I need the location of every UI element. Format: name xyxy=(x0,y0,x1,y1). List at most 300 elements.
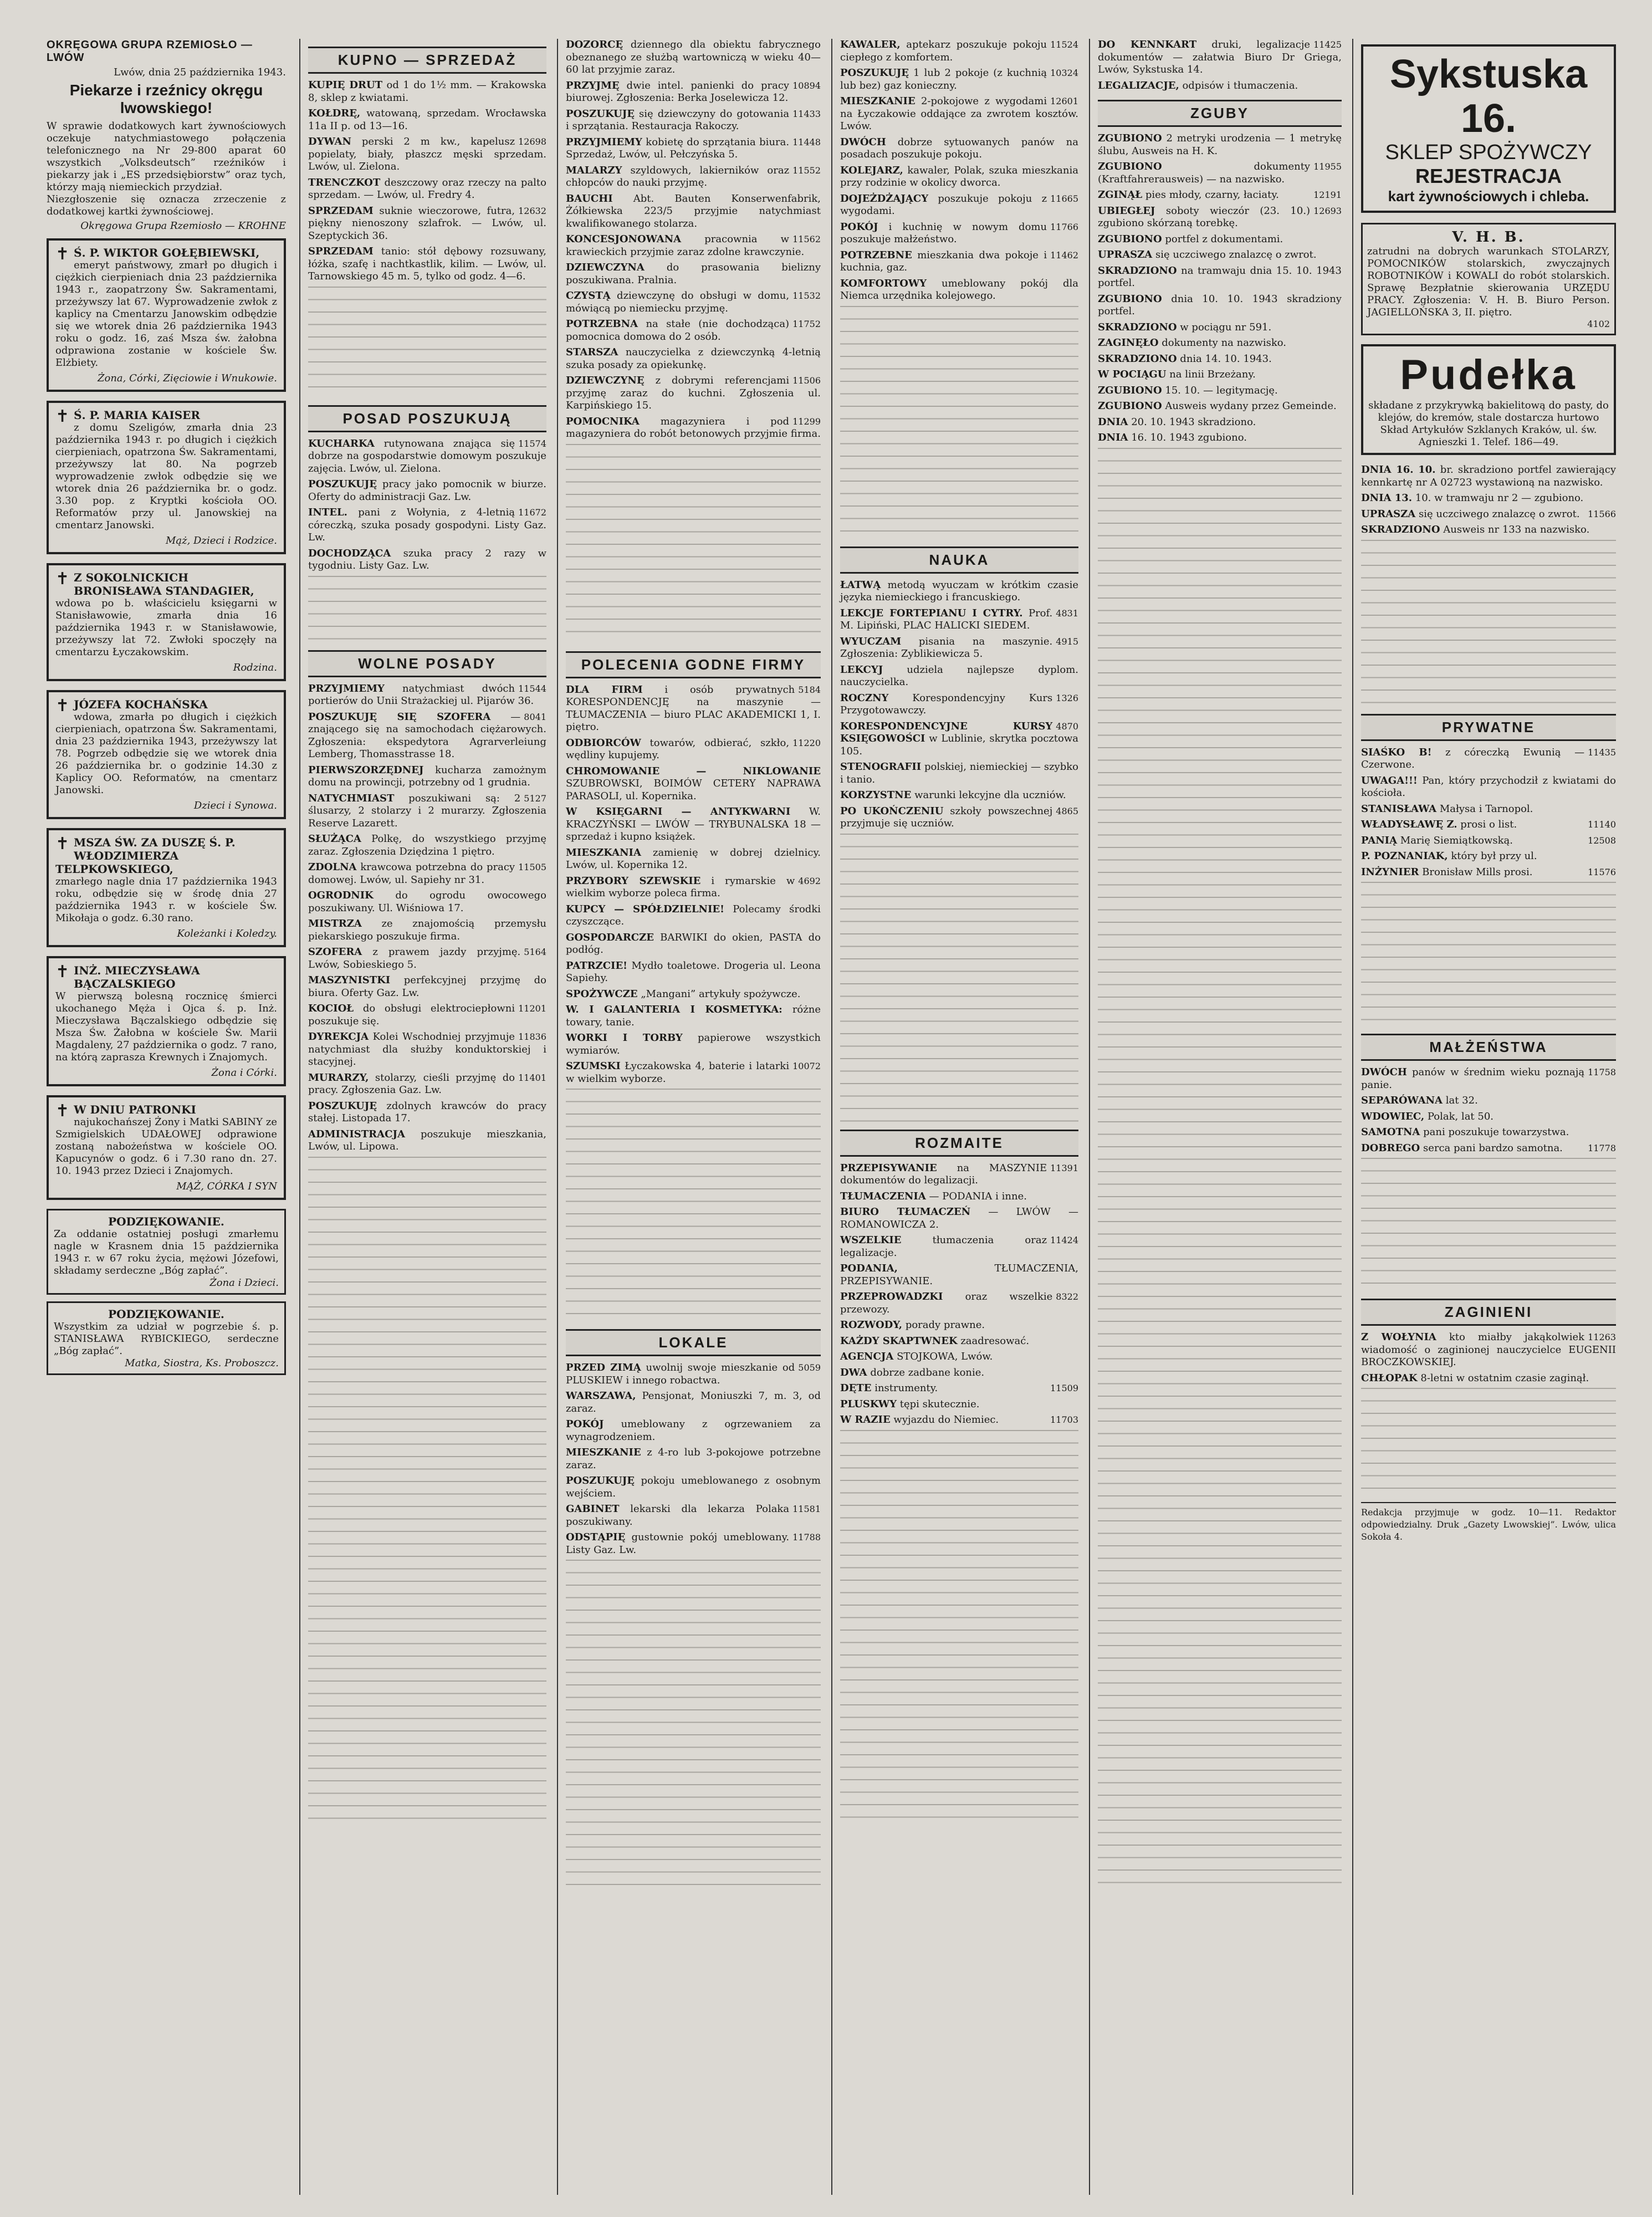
classified-ad xyxy=(840,1263,1078,1288)
ad-lead: TŁUMACZENIA xyxy=(840,1190,926,1202)
ad-list xyxy=(1098,39,1342,92)
ad-text: Polak, lat 50. xyxy=(1427,1110,1494,1122)
ad-text: rutynowana znająca się dobrze na gospodarstwie domowym poszukuje zajęcia. Lwów, ul. Zielona. xyxy=(308,437,546,474)
ad-lead: SAMOTNA xyxy=(1361,1126,1420,1138)
ad-text: 2 metryki urodzenia — 1 metrykę ślubu, Ausweis na H. K. xyxy=(1098,132,1342,157)
section-header-kupno: KUPNO — SPRZEDAŻ xyxy=(308,47,546,74)
ad-lead: POSZUKUJĘ xyxy=(566,108,635,120)
classified-ad xyxy=(840,664,1078,689)
classified-ad xyxy=(1361,866,1616,879)
obituary-body: wdowa po b. właścicielu księgarni w Stanisławowie, zmarła dnia 16 października 1943 r. w Stanisławowie, przeżywszy lat 72. Zwłoki spoczęły na cmentarzu Łyczakowskim. xyxy=(55,597,277,658)
ad-number: 11506 xyxy=(792,375,821,386)
ad-lead: KOCIOŁ xyxy=(308,1003,354,1014)
classified-ad xyxy=(566,416,821,441)
classified-ad xyxy=(840,39,1078,64)
ad-number: 12632 xyxy=(518,205,546,216)
ad-lead: INŻYNIER xyxy=(1361,866,1419,878)
ad-lead: DYREKCJA xyxy=(308,1031,369,1043)
ad-text: Polecamy środki czyszczące. xyxy=(566,903,821,927)
ad-lead: W. I GALANTERIA I KOSMETYKA: xyxy=(566,1004,782,1015)
ad-list xyxy=(566,684,821,1086)
ad-text: br. skradziono portfel zawierający kennkartę nr A 02723 wystawioną na nazwisko. xyxy=(1361,464,1616,488)
classified-ad xyxy=(840,721,1078,758)
ad-lead: DOJEŻDŻAJĄCY xyxy=(840,192,929,205)
classified-ad xyxy=(840,1291,1078,1316)
ad-text: Łyczakowska 4, baterie i latarki w wielkim wyborze. xyxy=(566,1060,790,1085)
ad-lead: POKÓJ xyxy=(566,1418,604,1430)
obituary-sign: Żona i Córki. xyxy=(211,1067,277,1079)
ad-text: Abt. Bauten Konserwenfabrik, Żółkiewska 223/5 przyjmie natychmiast kwalifikowanego stolarza. xyxy=(566,192,821,229)
ad-lead: POSZUKUJĘ xyxy=(840,67,909,79)
classified-ad xyxy=(308,764,546,789)
ad-number: 11263 xyxy=(1588,1332,1616,1342)
classified-ad xyxy=(840,1335,1078,1348)
ad-text: Bronisław Mills prosi. xyxy=(1422,866,1533,878)
ad-text: umeblowany z ogrzewaniem za wynagrodzeniem. xyxy=(566,1418,821,1443)
classified-ad xyxy=(566,136,821,161)
ad-lead: WYUCZAM xyxy=(840,635,902,647)
ad-text: lat 32. xyxy=(1445,1095,1478,1106)
ad-text: towarów, odbierać, szkło, wędliny kupujemy. xyxy=(566,737,790,761)
ad-lead: KUCHARKA xyxy=(308,437,375,449)
cross-icon: ✝ xyxy=(55,1101,70,1121)
ad-text: TŁUMACZENIA, PRZEPISYWANIE. xyxy=(840,1263,1078,1287)
notice-body: W sprawie dodatkowych kart żywnościowych oczekuje natychmiastowego połączenia telefonicznego na Nr 29-800 aparat 60 wszystkich „Volksdeutsch” rzeźników i piekarzy jak i „ES przedsiębiorstw” oraz tych, którzy mają niemieckich przydział. xyxy=(47,120,286,193)
ad-lead: BAUCHI xyxy=(566,192,613,205)
cross-icon: ✝ xyxy=(55,834,70,854)
org-header: OKRĘGOWA GRUPA RZEMIOSŁO — LWÓW xyxy=(47,39,253,64)
ad-text: — PODANIA i inne. xyxy=(929,1190,1027,1202)
classified-ad xyxy=(840,136,1078,161)
ad-lead: DOBREGO xyxy=(1361,1142,1420,1154)
classified-ad xyxy=(566,1503,821,1528)
ad-lead: PO UKOŃCZENIU xyxy=(840,805,944,817)
ad-lead: STENOGRAFII xyxy=(840,761,922,773)
classified-ad xyxy=(566,988,821,1001)
ad-text: warunki lekcyjne dla uczniów. xyxy=(914,789,1066,801)
obituary xyxy=(47,690,286,819)
ad-number: 11766 xyxy=(1050,221,1078,232)
ad-lead: ZGUBIONO xyxy=(1098,132,1162,144)
classified-ad xyxy=(840,1191,1078,1203)
ad-number: 4831 xyxy=(1056,607,1078,619)
ad-lead: MISTRZA xyxy=(308,918,362,929)
ad-text: dokumenty (Kraftfahrerausweis) — na nazwisko. xyxy=(1098,161,1311,185)
classified-ad xyxy=(308,246,546,283)
ad-text: który był przy ul. xyxy=(1451,850,1537,862)
classified-ad xyxy=(308,833,546,858)
ad-text: natychmiast dwóch portierów do Unii Strażackiej ul. Pijarów 36. xyxy=(308,682,534,707)
ad-text: tanio: stół dębowy rozsuwany, łóżka, szafę i nachtkastlik, kilim. — Lwów, ul. Tarnowskiego 45 m. 5, tylko od godz. 4—6. xyxy=(308,246,546,282)
ad-number: 11703 xyxy=(1050,1414,1078,1425)
ad-lead: SZUMSKI xyxy=(566,1060,621,1072)
pudelka-body: składane z przykrywką bakielitową do pasty, do klejów, do kremów, stale dostarcza hurtowo Skład Artykułów Szklanych Kraków, ul. św. Agnieszki 1. Telef. 186—49. xyxy=(1368,400,1609,448)
classified-ad xyxy=(840,761,1078,786)
classified-ad xyxy=(566,318,821,343)
ad-lead: TRENCZKOT xyxy=(308,176,381,188)
ad-list xyxy=(1098,132,1342,445)
ad-text: porady prawne. xyxy=(905,1319,985,1331)
ad-text: odpisów i tłumaczenia. xyxy=(1182,79,1298,91)
ad-lead: POSZUKUJĘ SIĘ SZOFERA xyxy=(308,711,491,723)
obituary-body: W pierwszą bolesną rocznicę śmierci ukochanego Męża i Ojca ś. p. Inż. Mieczysława Bączalskiego odbędzie się Msza Św. Żałobna w kościele Św. Marii Magdaleny, 27 października o godz. 7 rano, na którą zaprasza Krewnych i Znajomych. xyxy=(55,990,277,1063)
ad-text: STOJKOWA, Lwów. xyxy=(897,1351,993,1362)
classified-ad xyxy=(1098,400,1342,413)
ad-text: pracownia w krawieckich przyjmie zaraz zdolne krawczynie. xyxy=(566,233,805,258)
classified-ad xyxy=(308,683,546,708)
obituary-sign: Mąż, Dzieci i Rodzice. xyxy=(165,535,277,546)
classified-ad xyxy=(308,177,546,202)
ad-lead: PRZYJMIEMY xyxy=(566,136,642,148)
classified-ad xyxy=(1361,524,1616,537)
ad-lead: KORZYSTNE xyxy=(840,789,912,801)
ad-lead: DO KENNKART xyxy=(1098,39,1197,50)
classified-ad xyxy=(840,95,1078,133)
classified-ad xyxy=(840,1319,1078,1332)
ad-text: z dobrymi referencjami przyjmę zaraz do kuchni. Zgłoszenia ul. Karpińskiego 15. xyxy=(566,375,821,411)
classified-ad xyxy=(840,249,1078,274)
classified-ad xyxy=(1098,416,1342,429)
ad-number: 12191 xyxy=(1313,190,1342,200)
ad-lead: ROZWODY, xyxy=(840,1319,903,1331)
classified-ad xyxy=(566,1447,821,1472)
text-filler xyxy=(308,1157,546,1822)
section-header-zaginieni: ZAGINIENI xyxy=(1361,1299,1616,1326)
ad-lead: PATRZCIE! xyxy=(566,959,628,972)
ad-number: 11532 xyxy=(792,290,821,301)
vhb-body: zatrudni na dobrych warunkach STOLARZY, POMOCNIKÓW stolarskich, zwyczajnych ROBOTNIKÓW i KOWALI do robót stolarskich. Sprawę Bezpłatnie skierowania URZĘDU PRACY. Zgłoszenia: V. H. B. Biuro Person. JAGIELLOŃSKA 3, II. piętro. xyxy=(1367,246,1610,318)
text-filler xyxy=(840,1430,1078,1818)
classified-ad xyxy=(566,1060,821,1085)
obituary-sign: MĄŻ, CÓRKA I SYN xyxy=(176,1181,277,1192)
ad-number: 11433 xyxy=(792,108,821,119)
column-2 xyxy=(299,39,554,2195)
ad-text: dziennego dla obiektu fabrycznego obeznanego ze służbą wartowniczą w wieku 40—60 lat przyjmie zaraz. xyxy=(566,39,821,75)
classified-ad xyxy=(840,1398,1078,1411)
ad-list xyxy=(1361,464,1616,537)
ad-lead: DLA FIRM xyxy=(566,683,643,696)
ad-number: 11788 xyxy=(792,1532,821,1542)
ad-number: 4865 xyxy=(1056,805,1078,816)
obituary-name: Z SOKOLNICKICH BRONISŁAWA STANDAGIER, xyxy=(74,571,254,597)
ad-list xyxy=(1361,1331,1616,1385)
ad-text: pies młody, czarny, łaciaty. xyxy=(1145,189,1279,201)
ad-list xyxy=(308,683,546,1153)
ad-text: serca pani bardzo samotna. xyxy=(1423,1142,1563,1154)
classified-ad xyxy=(1098,265,1342,290)
classified-ad xyxy=(1361,1331,1616,1369)
ad-text: dnia 10. 10. 1943 skradziony portfel. xyxy=(1098,293,1342,317)
ad-text: i osób prywatnych KORESPONDENCJĘ na maszynie — TŁUMACZENIA — biuro PLAC AKADEMICKI 1, I. piętro. xyxy=(566,683,821,733)
classified-ad xyxy=(566,765,821,803)
classified-ad xyxy=(840,1234,1078,1259)
classified-ad xyxy=(308,1072,546,1097)
ad-lead: SZOFERA xyxy=(308,946,362,958)
ad-lead: WŁADYSŁAWĘ Z. xyxy=(1361,819,1457,830)
ad-lead: POTRZEBNE xyxy=(840,249,912,261)
ad-text: Pensjonat, Moniuszki 7, m. 3, od zaraz. xyxy=(566,1390,821,1414)
ad-lead: STANISŁAWA xyxy=(1361,803,1437,815)
ad-text: dobrze zadbane konie. xyxy=(870,1366,985,1378)
classified-ad xyxy=(840,278,1078,303)
ad-text: metodą wyuczam w krótkim czasie języka niemieckiego i francuskiego. xyxy=(840,579,1078,603)
ad-lead: LEKCYJ xyxy=(840,663,883,676)
obituary-name: Ś. P. MARIA KAISER xyxy=(74,408,201,422)
classified-ad xyxy=(1098,337,1342,350)
obituary-body: najukochańszej Żony i Matki SABINY ze Szmigielskich UDAŁOWEJ odprawione zostaną nabożeństwa w kościele OO. Kapucynów o godz. 6 i 7.30 rano dn. 27. 10. 1943 przez Dzieci i Znajomych. xyxy=(55,1116,277,1177)
ad-lead: ZGUBIONO xyxy=(1098,293,1162,305)
ad-text: tępi skutecznie. xyxy=(899,1398,980,1410)
ad-number: 11509 xyxy=(1050,1383,1078,1393)
ad-text: 20. 10. 1943 skradziono. xyxy=(1131,416,1256,428)
ad-text: dwie intel. panienki do pracy biurowej. Zgłoszenia: Berka Joselewicza 12. xyxy=(566,79,790,104)
ad-list xyxy=(308,79,546,283)
ad-lead: SIAŚKO B! xyxy=(1361,746,1432,758)
ad-number: 5127 xyxy=(524,793,546,804)
obituary-sign: Dzieci i Synowa. xyxy=(193,800,277,811)
obituary-body: zmarłego nagle dnia 17 października 1943 roku, odbędzie się w środę dnia 27 października 1943 r. w kościele Św. Mikołaja o godz. 6.30 rano. xyxy=(55,876,277,924)
ad-text: instrumenty. xyxy=(874,1382,938,1394)
ad-number: 11425 xyxy=(1313,39,1342,50)
ad-text: z prawem jazdy przyjmę. Lwów, Sobieskiego 5. xyxy=(308,946,521,970)
ad-lead: KUPIĘ DRUT xyxy=(308,79,383,91)
ad-text: Korespondencyjny Kurs Przygotowawczy. xyxy=(840,692,1053,716)
ad-lead: UWAGA!!! xyxy=(1361,774,1418,786)
text-filler xyxy=(308,576,546,642)
classified-ad xyxy=(1098,39,1342,76)
ad-text: Ausweis wydany przez Gemeinde. xyxy=(1165,400,1337,412)
obituary xyxy=(47,563,286,681)
ad-lead: DWA xyxy=(840,1366,867,1378)
ad-number: 4915 xyxy=(1056,636,1078,647)
ad-lead: PRZYJMĘ xyxy=(566,79,620,91)
ad-text: aptekarz poszukuje pokoju ciepłego z komfortem. xyxy=(840,39,1047,63)
ad-lead: PRZED ZIMĄ xyxy=(566,1362,641,1373)
ad-lead: ZAGINĘŁO xyxy=(1098,337,1159,349)
ad-lead: WORKI I TORBY xyxy=(566,1032,683,1044)
ad-text: do obsługi elektrociepłowni poszukuje się. xyxy=(308,1003,515,1027)
ad-lead: PRZYBORY SZEWSKIE xyxy=(566,875,701,887)
ad-lead: SKRADZIONO xyxy=(1361,524,1440,535)
ad-lead: MIESZKANIE xyxy=(840,95,915,107)
ad-text: — LWÓW — ROMANOWICZA 2. xyxy=(840,1206,1078,1230)
ad-lead: MIESZKANIE xyxy=(566,1447,641,1458)
classified-ad xyxy=(1361,508,1616,521)
ad-number: 12601 xyxy=(1050,96,1078,106)
classified-ad xyxy=(1361,1372,1616,1385)
classified-ad xyxy=(1098,321,1342,334)
ad-list xyxy=(840,579,1078,830)
ad-lead: ZGUBIONO xyxy=(1098,384,1162,396)
ad-text: perfekcyjnej przyjmę do biura. Oferty Gaz. Lw. xyxy=(308,974,546,999)
classified-ad xyxy=(566,1475,821,1500)
ad-text: lekarski dla lekarza Polaka poszukiwany. xyxy=(566,1503,790,1528)
ad-number: 11448 xyxy=(792,136,821,147)
classified-ad xyxy=(1361,850,1616,863)
ad-brand: Sykstuska 16. xyxy=(1389,52,1588,141)
ad-text: krawcowa potrzebna do pracy domowej. Lwów, ul. Sapiehy nr 31. xyxy=(308,861,515,886)
ad-lead: DOCHODZĄCA xyxy=(308,547,391,559)
thanks-body: Za oddanie ostatniej posługi zmarłemu nagle w Krasnem dnia 15 października 1943 r. w 67 roku życia, mężowi Józefowi, składamy serdeczne „Bóg zapłać”. xyxy=(54,1228,279,1276)
obituary-sign: Żona, Córki, Zięciowie i Wnukowie. xyxy=(97,372,277,384)
ad-list xyxy=(840,1162,1078,1427)
ad-lead: WDOWIEC, xyxy=(1361,1110,1425,1122)
ad-lead: PRZEPISYWANIE xyxy=(840,1162,937,1174)
ad-lead: SPRZEDAM xyxy=(308,205,374,217)
ad-text: Mydło toaletowe. Drogeria ul. Leona Sapiehy. xyxy=(566,959,821,984)
ad-text: uwolnij swoje mieszkanie od PLUSKIEW i innego robactwa. xyxy=(566,1362,795,1386)
ad-lead: ZGUBIONO xyxy=(1098,233,1162,245)
ad-text: dokumenty na nazwisko. xyxy=(1162,337,1286,349)
vhb-number: 4102 xyxy=(1587,319,1610,329)
sykstuska-ad xyxy=(1361,44,1616,213)
obituary xyxy=(47,828,286,947)
ad-lead: BIURO TŁUMACZEŃ xyxy=(840,1206,971,1218)
ad-lead: POSZUKUJĘ xyxy=(308,1100,377,1112)
notice-signature: Okręgowa Grupa Rzemiosło — KROHNE xyxy=(80,220,286,232)
ad-text: 10. w tramwaju nr 2 — zgubiono. xyxy=(1415,492,1584,504)
ad-text: oraz wszelkie przewozy. xyxy=(840,1291,1053,1315)
ad-lead: ŁATWĄ xyxy=(840,579,881,591)
ad-lead: KOMFORTOWY xyxy=(840,277,927,289)
ad-number: 11524 xyxy=(1050,39,1078,50)
ad-lead: DNIA xyxy=(1098,432,1128,443)
ad-lead: SŁUŻĄCA xyxy=(308,833,361,845)
classified-ad xyxy=(566,80,821,105)
ad-lead: DZIEWCZYNĘ xyxy=(566,375,645,386)
ad-lead: W RAZIE xyxy=(840,1414,891,1426)
ad-text: się uczciwego znalazcę o zwrot. xyxy=(1419,508,1580,520)
pudelka-ad xyxy=(1361,344,1616,455)
text-filler xyxy=(566,444,821,643)
text-filler xyxy=(1361,540,1616,706)
ad-text: kawaler, Polak, szuka mieszkania przy rodzinie w okolicy dworca. xyxy=(840,164,1078,188)
classified-ad xyxy=(566,875,821,900)
cross-icon: ✝ xyxy=(55,244,70,264)
obituary-name: W DNIU PATRONKI xyxy=(74,1103,196,1116)
ad-lead: UPRASZA xyxy=(1098,249,1153,260)
notice-note: Niezgłoszenie się oznacza zrzeczenie z dodatkowej kartki żywnościowej. xyxy=(47,193,286,217)
ad-lead: P. POZNANIAK, xyxy=(1361,850,1448,862)
classified-ad xyxy=(1361,819,1616,831)
ad-text: stolarzy, cieśli przyjmę do pracy. Zgłoszenia Gaz. Lw. xyxy=(308,1071,515,1096)
ad-text: gustownie pokój umeblowany. Listy Gaz. Lw. xyxy=(566,1531,790,1556)
ad-lead: KUPCY — SPÓŁDZIELNIE! xyxy=(566,903,724,915)
ad-lead: GABINET xyxy=(566,1503,620,1515)
ad-lead: AGENCJA xyxy=(840,1351,894,1362)
ad-number: 11836 xyxy=(518,1031,546,1042)
text-filler xyxy=(1361,1158,1616,1291)
cross-icon: ✝ xyxy=(55,569,70,589)
classified-ad xyxy=(308,1031,546,1069)
ad-text: mieszkania dwa pokoje i kuchnia, gaz. xyxy=(840,249,1047,273)
notice-title: Piekarze i rzeźnicy okręgu lwowskiego! xyxy=(69,81,263,116)
ad-text: wyjazdu do Niemiec. xyxy=(893,1414,999,1426)
classified-ad xyxy=(566,684,821,734)
ad-text: w pociągu nr 591. xyxy=(1180,321,1272,333)
classified-ad xyxy=(566,193,821,231)
classified-ad xyxy=(1098,233,1342,246)
ad-brand: Pudełka xyxy=(1400,351,1577,399)
obituary xyxy=(47,401,286,554)
ad-text: SZUBROWSKI, BOIMÓW CETERY NAPRAWA PARASOLI, ul. Kopernika. xyxy=(566,778,821,802)
column-3 xyxy=(557,39,828,2195)
ad-text: na stałe (nie dochodząca) pomocnica domowa do 2 osób. xyxy=(566,318,790,343)
ad-number: 4870 xyxy=(1056,721,1078,732)
text-filler xyxy=(308,287,546,397)
classified-ad xyxy=(566,960,821,985)
classified-ad xyxy=(308,918,546,943)
ad-text: i kuchnię w nowym domu poszukuje małżeństwo. xyxy=(840,221,1047,245)
ad-text: na tramwaju dnia 15. 10. 1943 portfel. xyxy=(1098,264,1342,289)
ad-lead: MASZYNISTKI xyxy=(308,974,391,986)
date-line: Lwów, dnia 25 października 1943. xyxy=(114,67,286,78)
ad-text: W. KRACZYŃSKI — LWÓW — TRYBUNALSKA 18 — sprzedaż i kupno książek. xyxy=(566,806,821,842)
ad-lead: DWÓCH xyxy=(840,136,886,148)
ad-text: BARWIKI do okien, PASTA do podłóg. xyxy=(566,931,821,956)
ad-number: 1326 xyxy=(1056,692,1078,703)
classified-ad xyxy=(1098,369,1342,381)
classified-ad xyxy=(308,711,546,761)
ad-number: 11581 xyxy=(792,1504,821,1514)
ad-text: poszukuje mieszkania, Lwów, ul. Lipowa. xyxy=(308,1128,546,1152)
ad-lead: POSZUKUJĘ xyxy=(566,1475,635,1486)
ad-lead: KONCESJONOWANA xyxy=(566,233,682,245)
ad-text: Małysa i Tarnopol. xyxy=(1439,803,1533,815)
ad-text: suknie wieczorowe, futra, piękny nienoszony szlafrok. — Lwów, ul. Szeptyckich 36. xyxy=(308,205,546,242)
ad-number: 11552 xyxy=(792,165,821,176)
ad-lead: ODBIORCÓW xyxy=(566,737,641,749)
classified-ad xyxy=(1361,1111,1616,1123)
ad-text: magazyniera i pod magazyniera do robót betonowych przyjmie firma. xyxy=(566,415,821,440)
ad-lead: KAŻDY SKAPTWNEK xyxy=(840,1335,958,1347)
classified-ad xyxy=(308,136,546,173)
ad-number: 5184 xyxy=(798,684,821,695)
ad-lead: ADMINISTRACJA xyxy=(308,1128,405,1140)
ad-text: poszukiwani są: 2 ślusarzy, 2 stolarzy i 2 murarzy. Zgłoszenia Reserve Lazarett. xyxy=(308,792,546,829)
classified-ad xyxy=(566,108,821,133)
ad-lead: Z WOŁYNIA xyxy=(1361,1331,1436,1343)
classified-ad xyxy=(566,1362,821,1387)
classified-ad xyxy=(840,67,1078,92)
ad-text: dziewczynę do obsługi w domu, mówiącą po niemiecku przyjmę. xyxy=(566,290,790,314)
classified-ad xyxy=(1361,1142,1616,1155)
ad-lead: ZDOLNA xyxy=(308,861,357,873)
classified-ad xyxy=(1361,835,1616,847)
ad-number: 11566 xyxy=(1588,508,1616,519)
classified-ad xyxy=(840,692,1078,717)
classified-ad xyxy=(840,636,1078,661)
ad-lead: W POCIĄGU xyxy=(1098,369,1167,380)
thanks-title: PODZIĘKOWANIE. xyxy=(108,1307,224,1321)
cross-icon: ✝ xyxy=(55,407,70,426)
classified-ad xyxy=(840,221,1078,246)
classified-ad xyxy=(308,793,546,830)
ad-lead: SPRZEDAM xyxy=(308,246,374,257)
ad-text: pokoju umeblowanego z osobnym wejściem. xyxy=(566,1475,821,1499)
obituary-sign: Rodzina. xyxy=(233,662,277,673)
ad-lead: POKÓJ xyxy=(840,221,878,233)
ad-text: pani poszukuje towarzystwa. xyxy=(1423,1126,1569,1138)
classified-ad xyxy=(308,507,546,544)
ad-text: 15. 10. — legitymację. xyxy=(1165,384,1278,396)
ad-list xyxy=(840,39,1078,303)
ad-text: Pan, który przychodził z kwiatami do kościoła. xyxy=(1361,774,1616,799)
ad-text: dobrze sytuowanych panów na posadach poszukuje pokoju. xyxy=(840,136,1078,160)
ad-text: się dziewczyny do gotowania i sprzątania. Restauracja Rakoczy. xyxy=(566,108,790,132)
ad-number: 4692 xyxy=(798,875,821,886)
ad-lead: DNIA 13. xyxy=(1361,492,1413,504)
